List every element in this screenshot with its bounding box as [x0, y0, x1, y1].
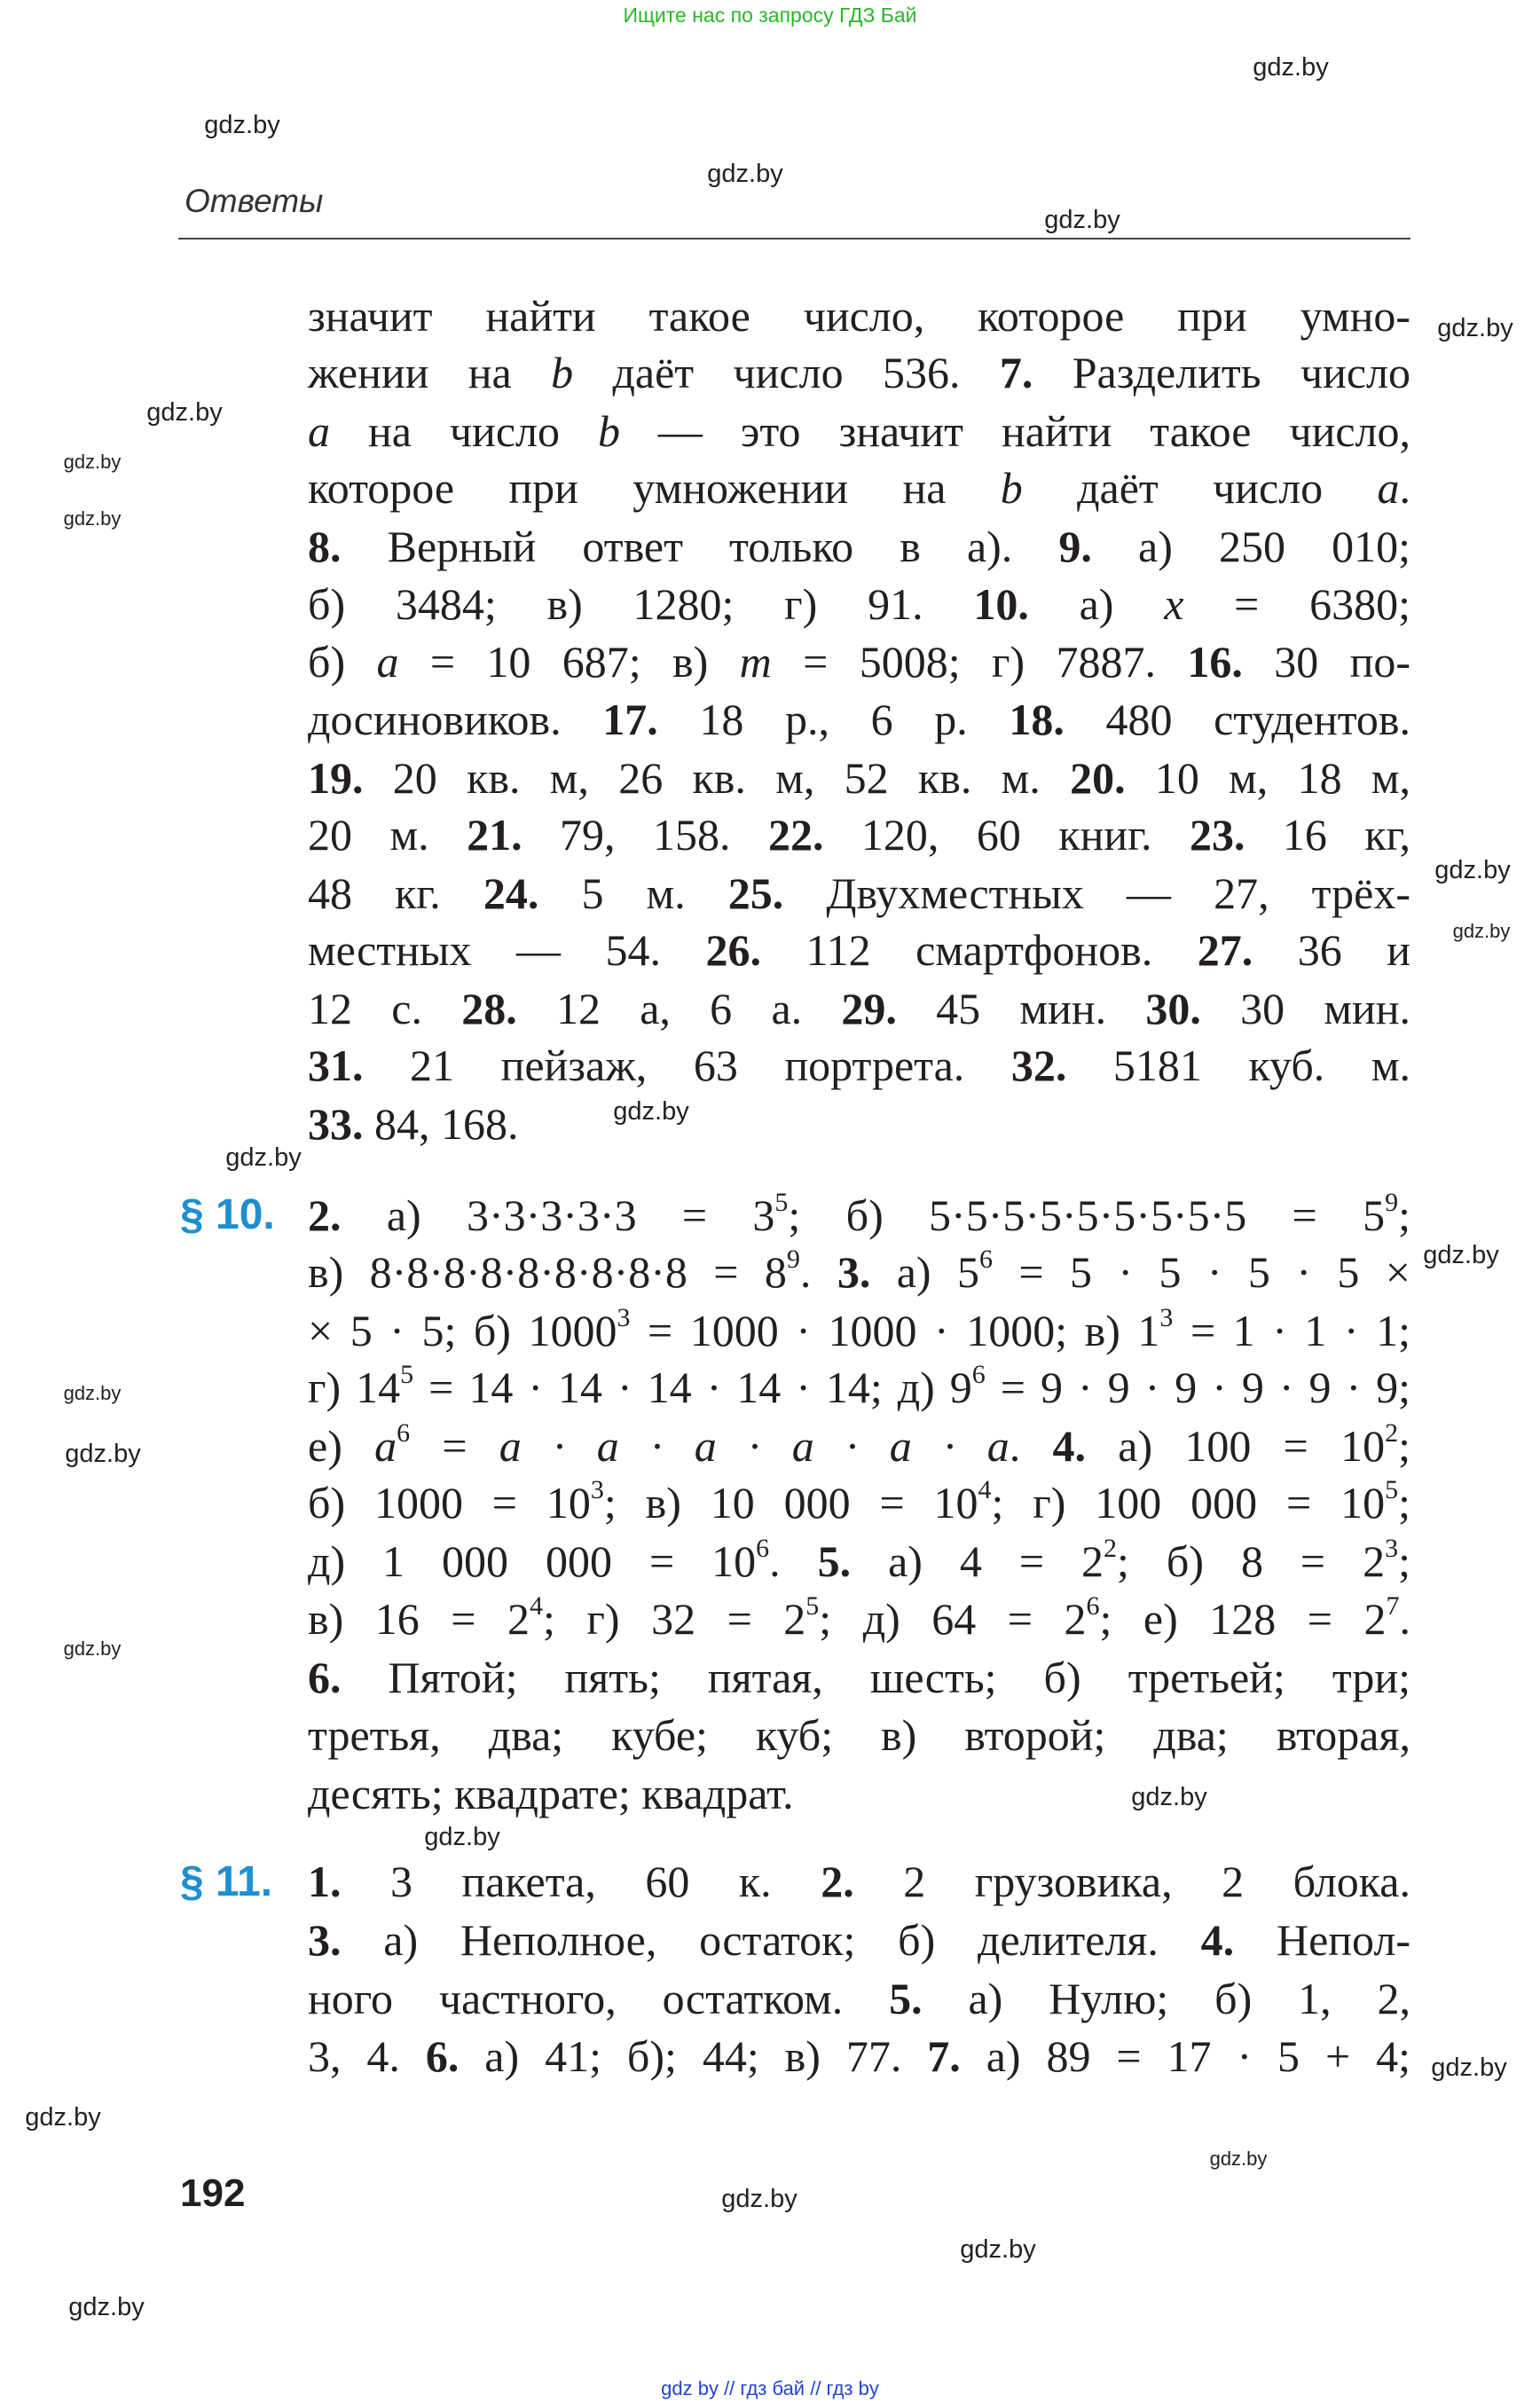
text-segment: 7. — [999, 348, 1033, 397]
text-segment: = 5 · 5 · 5 · 5 × — [992, 1247, 1411, 1297]
text-line — [308, 1303, 1410, 1355]
text-segment: б) 1000 = 10 — [308, 1478, 591, 1527]
text-line — [308, 1536, 1410, 1586]
text-segment: . — [1009, 1421, 1053, 1471]
text-segment: 6 — [397, 1418, 411, 1448]
text-segment: . — [769, 1536, 818, 1586]
watermark: gdz.by — [707, 160, 783, 188]
text-segment: 6 — [978, 1245, 993, 1274]
text-segment: б) 3484; в) 1280; г) 91. — [308, 579, 974, 629]
text-segment: 9 — [1385, 1188, 1399, 1217]
text-segment: 27. — [1197, 925, 1253, 975]
text-segment: ; б) 5·5·5·5·5·5·5·5·5 = 5 — [788, 1190, 1386, 1240]
text-segment: 5 м. — [538, 868, 728, 918]
text-segment: а) 3·3·3·3·3 = 3 — [341, 1190, 775, 1240]
text-segment: е) — [308, 1421, 375, 1471]
section-label-11: § 11. — [180, 1858, 273, 1905]
text-line — [308, 1653, 1410, 1702]
text-segment: ; г) 100 000 = 10 — [991, 1478, 1386, 1527]
header-rule — [178, 238, 1410, 240]
watermark: gdz.by — [1131, 1783, 1207, 1811]
text-segment: 48 кг. — [308, 868, 483, 918]
text-segment: даёт число — [1022, 463, 1378, 513]
text-segment: 6 — [1086, 1591, 1100, 1621]
text-segment: 4. — [1200, 1915, 1235, 1965]
text-segment: даёт число 536. — [573, 348, 1000, 397]
text-segment: Верный ответ только в а). — [341, 522, 1059, 571]
text-segment: 5181 куб. м. — [1066, 1041, 1410, 1090]
text-segment: 23. — [1189, 810, 1245, 860]
text-line — [308, 1418, 1410, 1471]
text-segment: 20 м. — [308, 810, 468, 860]
text-segment: 3. — [837, 1247, 871, 1297]
text-segment: 26. — [705, 925, 761, 975]
text-segment: 36 и — [1253, 925, 1410, 975]
text-segment: а) Нулю; б) 1, 2, — [922, 1974, 1411, 2023]
text-segment: ; в) 10 000 = 10 — [603, 1478, 978, 1527]
text-segment: 32. — [1010, 1041, 1067, 1090]
watermark: gdz.by — [1209, 2148, 1268, 2170]
watermark: gdz.by — [1452, 920, 1511, 942]
text-segment: 31. — [308, 1041, 364, 1090]
text-segment: a — [308, 406, 330, 456]
text-segment: ; — [1398, 1421, 1410, 1471]
footer-links[interactable]: gdz by // гдз бай // гдз by — [661, 2377, 879, 2399]
text-segment: б) — [308, 637, 377, 687]
search-banner: Ищите нас по запросу ГДЗ Бай — [623, 4, 917, 27]
section-label-10: § 10. — [180, 1191, 275, 1238]
text-segment: 18 р., 6 р. — [657, 695, 1010, 744]
text-segment: 4. — [1052, 1421, 1087, 1471]
text-segment: ; е) 128 = 2 — [1099, 1594, 1387, 1644]
text-line — [308, 1769, 794, 1818]
text-segment: 25. — [727, 868, 784, 918]
text-segment: в) 16 = 2 — [308, 1594, 530, 1644]
text-segment: а) 250 010; — [1091, 522, 1410, 571]
text-segment: × 5 · 5; б) 1000 — [308, 1306, 617, 1355]
watermark: gdz.by — [225, 1143, 302, 1172]
text-segment: а) — [1028, 579, 1165, 629]
text-segment: = 5008; г) 7887. — [771, 637, 1188, 687]
text-segment: 2 — [1104, 1534, 1118, 1563]
text-line — [308, 1099, 519, 1149]
text-segment: ; — [1398, 1536, 1410, 1586]
text-segment: = 9 · 9 · 9 · 9 · 9 · 9; — [985, 1362, 1410, 1412]
text-segment: 30 мин. — [1200, 984, 1411, 1033]
text-segment: 7 — [1386, 1591, 1400, 1621]
text-segment: 5 — [805, 1591, 820, 1621]
text-segment: 5 — [774, 1188, 789, 1217]
text-segment: десять; квадрате; квадрат. — [308, 1769, 794, 1818]
watermark: gdz.by — [721, 2185, 798, 2213]
watermark: gdz.by — [204, 111, 280, 139]
text-segment: в) 8·8·8·8·8·8·8·8·8 = 8 — [308, 1247, 787, 1297]
text-segment: . — [1399, 1594, 1411, 1644]
text-line — [308, 695, 1410, 744]
text-segment: 30 по- — [1242, 637, 1411, 687]
text-segment: 3. — [308, 1915, 342, 1965]
text-segment: Двухместных — 27, трёх- — [783, 868, 1410, 918]
text-line — [308, 984, 1410, 1033]
text-segment: 3 пакета, 60 к. — [341, 1857, 821, 1906]
watermark: gdz.by — [63, 451, 122, 473]
watermark: gdz.by — [1253, 53, 1329, 82]
text-segment: m — [739, 637, 772, 687]
text-segment: местных — 54. — [308, 925, 706, 975]
text-segment: 7. — [927, 2031, 961, 2081]
text-segment: 22. — [767, 810, 824, 860]
text-line — [308, 348, 1410, 397]
text-line — [308, 1362, 1410, 1412]
text-segment: ; — [1398, 1478, 1410, 1527]
watermark: gdz.by — [1431, 2054, 1507, 2082]
text-segment: а) 100 = 10 — [1086, 1421, 1386, 1471]
text-line — [308, 1041, 1410, 1090]
text-segment: а) 5 — [870, 1247, 979, 1297]
text-segment: 2. — [821, 1857, 854, 1906]
text-segment: а) 41; б); 44; в) 77. — [459, 2031, 928, 2081]
text-line — [308, 291, 1410, 341]
watermark: gdz.by — [65, 1440, 141, 1468]
text-line — [308, 868, 1410, 918]
text-segment: 4 — [978, 1475, 992, 1504]
text-segment: 6. — [308, 1653, 342, 1702]
watermark: gdz.by — [63, 1382, 122, 1404]
text-segment: д) 1 000 000 = 10 — [308, 1536, 757, 1586]
running-header: Ответы — [185, 183, 324, 219]
text-segment: a — [1377, 463, 1400, 513]
watermark: gdz.by — [63, 1637, 122, 1660]
text-line — [308, 406, 1410, 456]
text-segment: 28. — [461, 984, 517, 1033]
text-segment: 9 — [786, 1245, 800, 1274]
text-segment: 20 кв. м, 26 кв. м, 52 кв. м. — [363, 753, 1071, 803]
text-segment: 5 — [1385, 1475, 1399, 1504]
text-segment: 12 с. — [308, 984, 462, 1033]
text-segment: . — [1399, 463, 1410, 513]
watermark: gdz.by — [960, 2235, 1036, 2264]
text-segment: а) Неполное, остаток; б) делителя. — [341, 1915, 1201, 1965]
text-segment: 79, 158. — [522, 810, 768, 860]
text-segment: = 14 · 14 · 14 · 14 · 14; д) 9 — [413, 1362, 972, 1412]
text-segment: 9. — [1058, 522, 1092, 571]
text-segment: г) 14 — [308, 1362, 401, 1412]
watermark: gdz.by — [1437, 314, 1513, 342]
text-segment: 1. — [308, 1857, 342, 1906]
text-segment: 4 — [530, 1591, 543, 1621]
watermark: gdz.by — [146, 398, 223, 427]
watermark: gdz.by — [25, 2103, 101, 2132]
text-segment: = 1000 · 1000 · 1000; в) 1 — [630, 1306, 1160, 1355]
text-line — [308, 1710, 1410, 1760]
text-segment: 3 — [617, 1303, 631, 1332]
text-segment: 3 — [1385, 1534, 1399, 1563]
text-segment: Разделить число — [1033, 348, 1410, 397]
text-segment: 84, 168. — [363, 1099, 519, 1149]
text-segment: = 6380; — [1183, 579, 1410, 629]
text-segment: 10. — [973, 579, 1029, 629]
text-segment: b — [1000, 463, 1023, 513]
text-line — [308, 810, 1410, 860]
text-segment: 112 смартфонов. — [760, 925, 1198, 975]
text-segment: a — [374, 1421, 397, 1471]
text-segment: 2. — [308, 1190, 342, 1240]
text-line — [308, 522, 1410, 571]
text-segment: Непол- — [1234, 1915, 1410, 1965]
text-line — [308, 1190, 1410, 1240]
watermark: gdz.by — [1434, 856, 1511, 884]
text-segment: 8. — [308, 522, 342, 571]
text-segment: жении на — [308, 348, 552, 397]
watermark: gdz.by — [613, 1097, 689, 1126]
text-segment: 5. — [889, 1974, 923, 2023]
text-line — [308, 1475, 1410, 1527]
text-segment: 24. — [483, 868, 539, 918]
text-segment: ного частного, остатком. — [308, 1974, 890, 2023]
text-segment: 6 — [971, 1360, 986, 1389]
text-line — [308, 1591, 1411, 1644]
text-segment: 16. — [1187, 637, 1243, 687]
text-segment: a — [376, 637, 399, 687]
text-segment: 16 кг, — [1245, 810, 1411, 860]
text-segment: 6 — [756, 1534, 770, 1563]
text-segment: а) 4 = 2 — [851, 1536, 1104, 1586]
text-line — [308, 1857, 1410, 1906]
text-segment: третья, два; кубе; куб; в) второй; два; вторая, — [308, 1710, 1410, 1760]
watermark: gdz.by — [1044, 206, 1120, 234]
text-segment: значит найти такое число, которое при умно- — [308, 291, 1410, 341]
text-line — [308, 463, 1410, 513]
text-line — [308, 579, 1410, 629]
text-line — [308, 753, 1410, 803]
text-segment: . — [799, 1247, 837, 1297]
text-segment: ; г) 32 = 2 — [543, 1594, 806, 1644]
text-segment: = — [410, 1421, 499, 1471]
text-segment: 5. — [817, 1536, 852, 1586]
text-segment: 17. — [602, 695, 658, 744]
watermark: gdz.by — [1423, 1241, 1499, 1269]
text-line — [308, 1974, 1410, 2023]
text-segment: 21 пейзаж, 63 портрета. — [363, 1041, 1011, 1090]
text-segment: Пятой; пять; пятая, шесть; б) третьей; три; — [341, 1653, 1410, 1702]
watermark: gdz.by — [63, 507, 122, 530]
text-segment: которое при умножении на — [308, 463, 1001, 513]
text-segment: ; б) 8 = 2 — [1117, 1536, 1386, 1586]
text-segment: 30. — [1145, 984, 1201, 1033]
text-segment: 2 — [1385, 1418, 1399, 1448]
text-segment: 3 — [1159, 1303, 1174, 1332]
text-segment: ; — [1398, 1190, 1410, 1240]
text-segment: а) 89 = 17 · 5 + 4; — [960, 2031, 1411, 2081]
text-segment: a · a · a · a · a · a — [499, 1421, 1010, 1471]
text-segment: 3 — [590, 1475, 604, 1504]
text-segment: 2 грузовика, 2 блока. — [853, 1857, 1410, 1906]
text-segment: ; д) 64 = 2 — [819, 1594, 1087, 1644]
text-segment: 18. — [1009, 695, 1065, 744]
text-segment: 21. — [467, 810, 522, 860]
text-segment: 12 а, 6 а. — [516, 984, 842, 1033]
text-segment: 6. — [425, 2031, 460, 2081]
text-segment: b — [597, 406, 620, 456]
text-segment: b — [551, 348, 574, 397]
text-segment: 120, 60 книг. — [823, 810, 1190, 860]
text-segment: 45 мин. — [896, 984, 1146, 1033]
text-line — [308, 1915, 1410, 1965]
text-segment: = 10 687; в) — [398, 637, 740, 687]
text-line — [308, 2031, 1410, 2081]
text-segment: 20. — [1070, 753, 1126, 803]
text-line — [308, 637, 1410, 687]
text-segment: 480 студентов. — [1064, 695, 1411, 744]
watermark: gdz.by — [68, 2293, 145, 2321]
text-segment: 33. — [308, 1099, 364, 1149]
text-segment: x — [1164, 579, 1184, 629]
text-line — [308, 925, 1410, 975]
text-segment: 10 м, 18 м, — [1125, 753, 1411, 803]
text-segment: = 1 · 1 · 1; — [1173, 1306, 1410, 1355]
text-segment: 3, 4. — [308, 2031, 426, 2081]
watermark: gdz.by — [424, 1823, 500, 1851]
text-segment: досиновиков. — [308, 695, 603, 744]
text-line — [308, 1247, 1410, 1297]
text-segment: 29. — [841, 984, 897, 1033]
text-segment: — это значит найти такое число, — [619, 406, 1410, 456]
text-segment: 5 — [400, 1360, 414, 1389]
page-number: 192 — [180, 2171, 246, 2215]
text-segment: 19. — [308, 753, 364, 803]
text-segment: на число — [330, 406, 598, 456]
